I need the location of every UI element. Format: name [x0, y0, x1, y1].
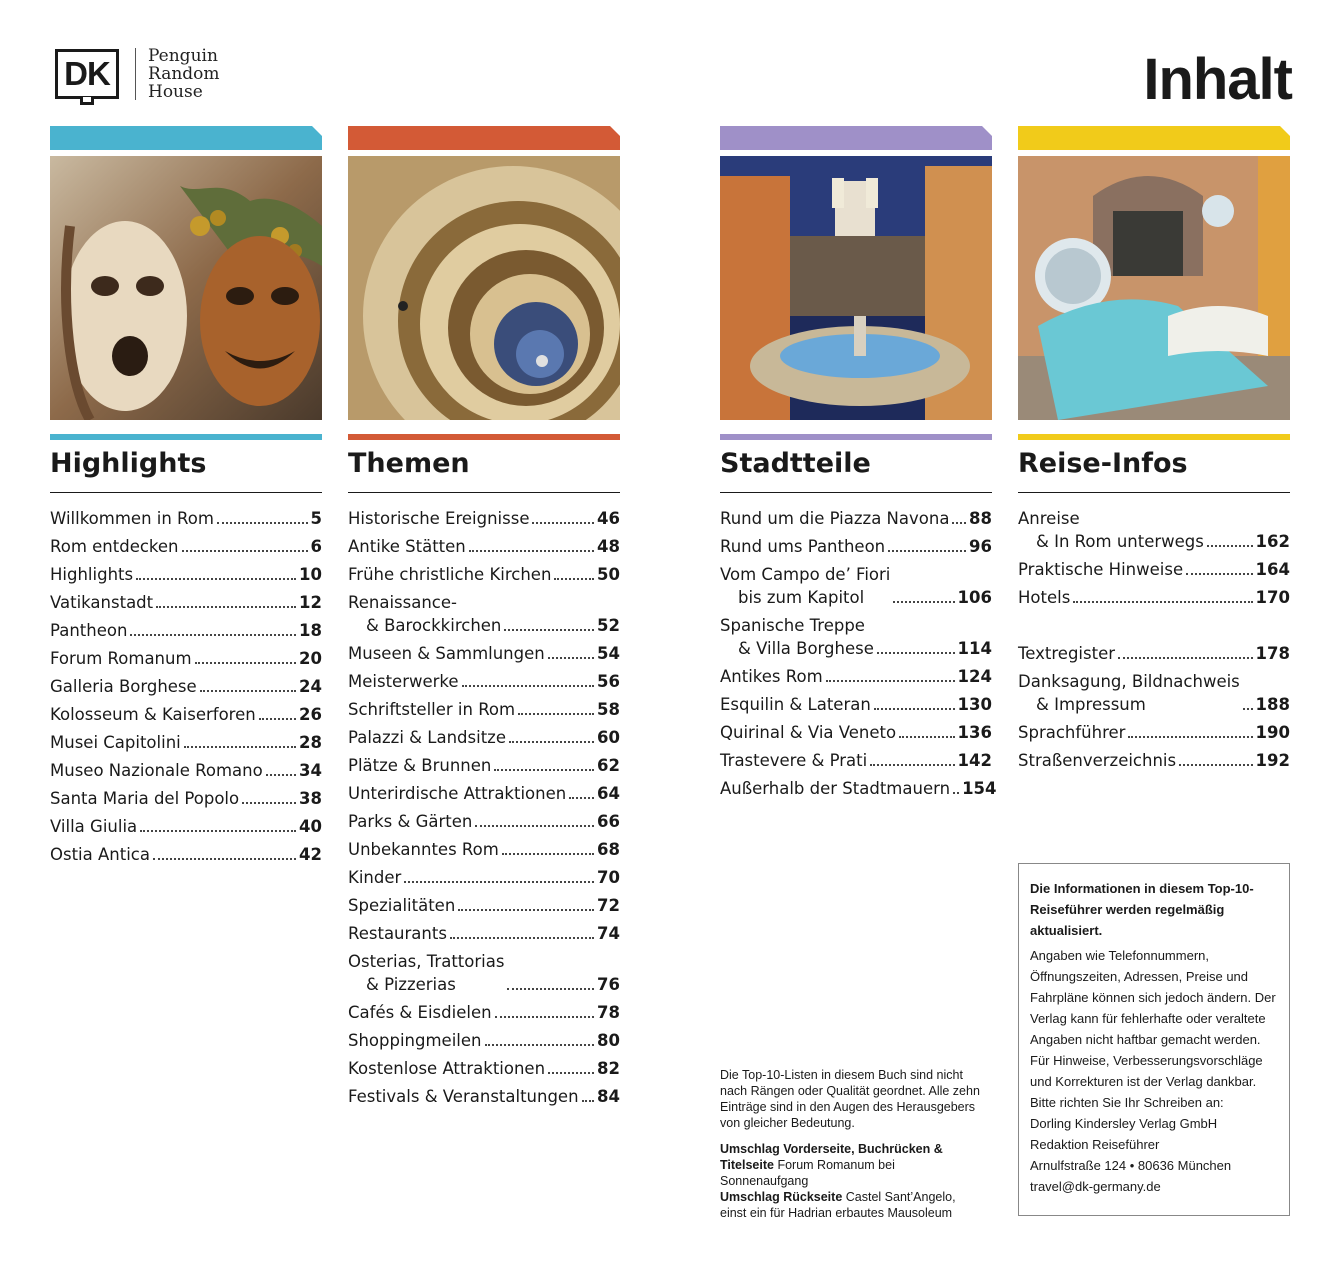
toc-entry-page: 178 — [1255, 644, 1290, 663]
dot-leader — [1179, 764, 1252, 766]
toc-entry-label: Restaurants — [348, 924, 447, 943]
dot-leader — [504, 629, 594, 631]
toc-entry[interactable] — [348, 950, 620, 996]
dot-leader — [874, 708, 955, 710]
dot-leader — [582, 1100, 594, 1102]
toc-entry-label: Sprachführer — [1018, 723, 1126, 742]
dot-leader — [548, 657, 594, 659]
cover-front-label: Umschlag Vorderseite, Buchrücken & Titelseite — [720, 1142, 943, 1172]
toc-entry[interactable] — [348, 698, 620, 721]
toc-entry-label-continued: & Impressum — [1036, 695, 1146, 714]
dot-leader — [266, 774, 296, 776]
dot-leader — [1243, 708, 1253, 710]
toc-entry-label: Palazzi & Landsitze — [348, 728, 506, 747]
toc-entry[interactable] — [720, 535, 992, 558]
toc-entry-label: Quirinal & Via Veneto — [720, 723, 897, 742]
toc-entry-label: Unbekanntes Rom — [348, 840, 499, 859]
toc-entry[interactable] — [348, 894, 620, 917]
toc-entry-page: 66 — [597, 812, 620, 831]
toc-entry-page: 40 — [299, 817, 322, 836]
dot-leader — [458, 909, 594, 911]
toc-entry-label: Straßenverzeichnis — [1018, 751, 1177, 770]
section-title: Stadtteile — [720, 448, 871, 479]
toc-entry[interactable] — [348, 866, 620, 889]
toc-entry-label: Festivals & Veranstaltungen — [348, 1087, 579, 1106]
toc-entry[interactable] — [50, 591, 322, 614]
toc-list-highlights — [50, 507, 322, 866]
toc-entry-label: Osterias, Trattorias — [348, 952, 505, 971]
toc-entry-label: Parks & Gärten — [348, 812, 473, 831]
publisher-line-1: Penguin — [148, 46, 218, 66]
cover-front-text: Forum Romanum bei Sonnenaufgang — [720, 1158, 895, 1188]
section-stadtteile — [720, 126, 997, 805]
toc-entry-label: Hotels — [1018, 588, 1071, 607]
dot-leader — [569, 797, 594, 799]
toc-entry-page: 192 — [1255, 751, 1290, 770]
toc-entry-page: 170 — [1255, 588, 1290, 607]
toc-entry-label: Danksagung, Bildnachweis — [1018, 672, 1240, 691]
toc-entry[interactable] — [50, 731, 322, 754]
toc-entry-label: Vom Campo de’ Fiori — [720, 565, 891, 584]
toc-entry-label: Trastevere & Prati — [720, 751, 868, 770]
toc-entry[interactable] — [1018, 586, 1290, 609]
toc-entry[interactable] — [348, 1085, 620, 1108]
toc-entry-page: 164 — [1255, 560, 1290, 579]
section-bar — [348, 434, 620, 440]
dot-leader — [518, 713, 594, 715]
toc-entry[interactable] — [50, 647, 322, 670]
toc-entry-page: 64 — [597, 784, 620, 803]
toc-entry[interactable] — [348, 922, 620, 945]
dot-leader — [495, 1016, 594, 1018]
dot-leader — [450, 937, 594, 939]
toc-entry-page: 136 — [957, 723, 992, 742]
dot-leader — [469, 550, 594, 552]
cover-front-credit — [720, 1141, 980, 1189]
toc-entry-label-continued: & Pizzerias — [366, 975, 456, 994]
toc-entry-page: 88 — [969, 509, 992, 528]
toc-entry-label: Schriftsteller in Rom — [348, 700, 516, 719]
dot-leader — [242, 802, 296, 804]
section-rule — [50, 492, 322, 493]
toc-entry-label: Unterirdische Attraktionen — [348, 784, 567, 803]
toc-entry-page: 80 — [597, 1031, 620, 1050]
dot-leader — [195, 662, 296, 664]
dot-leader — [485, 1044, 595, 1046]
toc-entry-page: 142 — [957, 751, 992, 770]
dot-leader — [184, 746, 296, 748]
section-bar — [1018, 434, 1290, 440]
toc-entry-label: Forum Romanum — [50, 649, 192, 668]
toc-entry[interactable] — [1018, 642, 1290, 665]
toc-entry-label: Kinder — [348, 868, 402, 887]
toc-entry-label: Cafés & Eisdielen — [348, 1003, 492, 1022]
spanish-steps-image — [720, 156, 992, 420]
dot-leader — [200, 690, 296, 692]
toc-entry[interactable] — [720, 563, 992, 609]
toc-entry-page: 58 — [597, 700, 620, 719]
dot-leader — [475, 825, 594, 827]
toc-entry[interactable] — [720, 777, 997, 800]
dot-leader — [554, 578, 594, 580]
section-bar — [50, 434, 322, 440]
toc-list-reise-infos — [1018, 507, 1290, 609]
toc-entry-label-continued: & In Rom unterwegs — [1036, 532, 1204, 551]
toc-entry-label: Rund um die Piazza Navona — [720, 509, 950, 528]
toc-entry-page: 82 — [597, 1059, 620, 1078]
toc-entry-label: Galleria Borghese — [50, 677, 197, 696]
toc-entry[interactable] — [50, 619, 322, 642]
toc-entry-page: 154 — [962, 779, 997, 798]
toc-entry-page: 54 — [597, 644, 620, 663]
dot-leader — [217, 522, 308, 524]
section-rule — [1018, 492, 1290, 493]
toc-entry-label: Spanische Treppe — [720, 616, 865, 635]
toc-entry-label: Highlights — [50, 565, 134, 584]
dot-leader — [548, 1072, 594, 1074]
toc-entry-page: 124 — [957, 667, 992, 686]
toc-entry-label: Antike Stätten — [348, 537, 466, 556]
toc-entry-page: 70 — [597, 868, 620, 887]
toc-entry-label: Ostia Antica — [50, 845, 150, 864]
address-line: Dorling Kindersley Verlag GmbH — [1030, 1116, 1218, 1131]
dot-leader — [502, 853, 594, 855]
toc-entry-label: Textregister — [1018, 644, 1116, 663]
dot-leader — [182, 550, 308, 552]
section-rule — [348, 492, 620, 493]
address-line: Arnulfstraße 124 • 80636 München — [1030, 1158, 1232, 1173]
toc-entry[interactable] — [348, 838, 620, 861]
toc-entry-label: Historische Ereignisse — [348, 509, 530, 528]
toc-entry-page: 130 — [957, 695, 992, 714]
contact-email: travel@dk-germany.de — [1030, 1179, 1161, 1194]
toc-entry-label: Rom entdecken — [50, 537, 179, 556]
toc-entry[interactable] — [720, 721, 992, 744]
dot-leader — [1073, 601, 1252, 603]
toc-entry-page: 42 — [299, 845, 322, 864]
toc-entry[interactable] — [50, 815, 322, 838]
dot-leader — [953, 792, 959, 794]
toc-entry[interactable] — [50, 675, 322, 698]
toc-entry-page: 114 — [957, 639, 992, 658]
section-tab — [720, 126, 992, 150]
toc-entry-page: 18 — [299, 621, 322, 640]
toc-entry-label: Rund ums Pantheon — [720, 537, 886, 556]
dot-leader — [870, 764, 954, 766]
toc-entry-label: Musei Capitolini — [50, 733, 181, 752]
toc-entry-page: 60 — [597, 728, 620, 747]
toc-entry-page: 72 — [597, 896, 620, 915]
toc-entry-label: Santa Maria del Popolo — [50, 789, 240, 808]
toc-entry-page: 68 — [597, 840, 620, 859]
toc-list-reise-infos-2 — [1018, 642, 1290, 772]
section-tab — [348, 126, 620, 150]
toc-entry[interactable] — [1018, 507, 1290, 553]
toc-entry-page: 10 — [299, 565, 322, 584]
dot-leader — [1186, 573, 1252, 575]
section-bar — [720, 434, 992, 440]
toc-entry[interactable] — [348, 726, 620, 749]
toc-entry-label: Spezialitäten — [348, 896, 456, 915]
toc-entry[interactable] — [348, 642, 620, 665]
dot-leader — [509, 741, 594, 743]
section-highlights — [50, 126, 322, 871]
toc-entry-label: Anreise — [1018, 509, 1080, 528]
toc-entry-page: 74 — [597, 924, 620, 943]
mosaic-masks-image — [50, 156, 322, 420]
toc-entry-label-continued: & Villa Borghese — [738, 639, 874, 658]
toc-entry-label: Pantheon — [50, 621, 128, 640]
info-box-body: Angaben wie Telefonnummern, Öffnungszeiten, Adressen, Preise und Fahrpläne können sich jedoch ändern. Der Verlag kann für fehlerhafte oder veraltete Angaben nicht haftbar gemacht werden. Für Hinweise, Verbesserungsvorschläge und Korrekturen ist der Verlag dankbar. Bitte richten Sie Ihr Schreiben an: — [1030, 948, 1276, 1110]
toc-entry-label: Museo Nazionale Romano — [50, 761, 263, 780]
dot-leader — [826, 680, 955, 682]
update-info-box — [1018, 863, 1290, 1216]
toc-entry-page: 46 — [597, 509, 620, 528]
toc-entry[interactable] — [348, 591, 620, 637]
section-themen — [348, 126, 620, 1113]
toc-entry[interactable] — [50, 507, 322, 530]
dot-leader — [140, 830, 296, 832]
dot-leader — [462, 685, 595, 687]
toc-entry[interactable] — [348, 1029, 620, 1052]
toc-entry[interactable] — [348, 754, 620, 777]
toc-entry-page: 96 — [969, 537, 992, 556]
dot-leader — [259, 718, 296, 720]
publisher-line-3: House — [148, 82, 203, 102]
toc-entry[interactable] — [348, 670, 620, 693]
toc-entry-page: 12 — [299, 593, 322, 612]
toc-entry-label: Shoppingmeilen — [348, 1031, 482, 1050]
toc-entry[interactable] — [348, 810, 620, 833]
toc-entry[interactable] — [348, 1057, 620, 1080]
section-title: Highlights — [50, 448, 207, 479]
dot-leader — [1207, 545, 1253, 547]
dk-logo-mark — [55, 49, 119, 99]
toc-entry-page: 50 — [597, 565, 620, 584]
toc-entry-page: 78 — [597, 1003, 620, 1022]
dot-leader — [1118, 657, 1253, 659]
toc-entry[interactable] — [720, 665, 992, 688]
toc-entry-page: 84 — [597, 1087, 620, 1106]
page-title: Inhalt — [1143, 47, 1292, 112]
toc-list-themen — [348, 507, 620, 1108]
toc-entry[interactable] — [348, 1001, 620, 1024]
cover-back-credit — [720, 1189, 980, 1221]
section-tab — [50, 126, 322, 150]
dot-leader — [893, 601, 954, 603]
toc-entry[interactable] — [1018, 558, 1290, 581]
toc-entry[interactable] — [50, 843, 322, 866]
dot-leader — [507, 988, 594, 990]
toc-entry-page: 24 — [299, 677, 322, 696]
address-line: Redaktion Reiseführer — [1030, 1137, 1160, 1152]
toc-entry-page: 56 — [597, 672, 620, 691]
section-title: Reise-Infos — [1018, 448, 1188, 479]
toc-entry-page: 162 — [1255, 532, 1290, 551]
toc-entry[interactable] — [50, 787, 322, 810]
toc-entry[interactable] — [50, 535, 322, 558]
toc-entry[interactable] — [348, 535, 620, 558]
section-rule — [720, 492, 992, 493]
toc-entry-label-continued: & Barockkirchen — [366, 616, 502, 635]
toc-entry-page: 38 — [299, 789, 322, 808]
toc-entry[interactable] — [720, 749, 992, 772]
section-reise-infos — [1018, 126, 1290, 777]
scooter-street-image — [1018, 156, 1290, 420]
dot-leader — [952, 522, 966, 524]
logo-divider — [135, 48, 136, 100]
dot-leader — [404, 881, 594, 883]
spiral-staircase-image — [348, 156, 620, 420]
toc-entry-page: 5 — [310, 509, 322, 528]
toc-entry[interactable] — [348, 507, 620, 530]
toc-entry-label: Außerhalb der Stadtmauern — [720, 779, 951, 798]
toc-entry-label: Villa Giulia — [50, 817, 138, 836]
toc-list-stadtteile — [720, 507, 997, 800]
dk-logo-letters: DK — [64, 55, 110, 92]
cover-back-label: Umschlag Rückseite — [720, 1190, 843, 1204]
toc-entry-label: Esquilin & Lateran — [720, 695, 871, 714]
toc-entry-label: Plätze & Brunnen — [348, 756, 492, 775]
toc-entry-page: 26 — [299, 705, 322, 724]
toc-entry-label: Museen & Sammlungen — [348, 644, 545, 663]
dot-leader — [888, 550, 966, 552]
dot-leader — [1128, 736, 1252, 738]
toc-entry-page: 190 — [1255, 723, 1290, 742]
toc-entry[interactable] — [720, 693, 992, 716]
ranking-note-text: Die Top-10-Listen in diesem Buch sind nicht nach Rängen oder Qualität geordnet. Alle zehn Einträge sind in den Augen des Herausgebers von gleicher Bedeutung. — [720, 1068, 980, 1130]
toc-entry[interactable] — [1018, 749, 1290, 772]
toc-entry-label-continued: bis zum Kapitol — [738, 588, 865, 607]
toc-entry-label: Renaissance- — [348, 593, 457, 612]
toc-entry-page: 48 — [597, 537, 620, 556]
publisher-name — [148, 47, 220, 101]
toc-entry-label: Kolosseum & Kaiserforen — [50, 705, 256, 724]
toc-entry[interactable] — [348, 782, 620, 805]
toc-entry-label: Frühe christliche Kirchen — [348, 565, 552, 584]
toc-entry[interactable] — [50, 759, 322, 782]
dot-leader — [532, 522, 594, 524]
toc-entry[interactable] — [1018, 721, 1290, 744]
publisher-logo — [55, 47, 220, 101]
toc-entry-page: 52 — [597, 616, 620, 635]
toc-entry-label: Vatikanstadt — [50, 593, 154, 612]
publisher-line-2: Random — [148, 64, 220, 84]
toc-entry-page: 6 — [310, 537, 322, 556]
toc-entry-label: Praktische Hinweise — [1018, 560, 1184, 579]
ranking-note — [720, 1067, 980, 1221]
toc-entry-label: Willkommen in Rom — [50, 509, 214, 528]
dot-leader — [130, 634, 296, 636]
dot-leader — [899, 736, 954, 738]
toc-entry-page: 106 — [957, 588, 992, 607]
dot-leader — [494, 769, 594, 771]
cover-back-text: Castel Sant’Angelo, einst ein für Hadrian erbautes Mausoleum — [720, 1190, 956, 1220]
toc-entry[interactable] — [50, 563, 322, 586]
toc-entry-label: Antikes Rom — [720, 667, 823, 686]
dot-leader — [153, 858, 296, 860]
toc-entry-page: 34 — [299, 761, 322, 780]
toc-entry-page: 188 — [1255, 695, 1290, 714]
info-box-heading: Die Informationen in diesem Top-10-Reiseführer werden regelmäßig aktualisiert. — [1030, 881, 1254, 938]
toc-entry-page: 62 — [597, 756, 620, 775]
toc-entry[interactable] — [1018, 670, 1290, 716]
toc-entry-page: 76 — [597, 975, 620, 994]
dot-leader — [156, 606, 296, 608]
toc-entry-label: Kostenlose Attraktionen — [348, 1059, 546, 1078]
toc-entry-page: 28 — [299, 733, 322, 752]
toc-entry[interactable] — [50, 703, 322, 726]
toc-entry-page: 20 — [299, 649, 322, 668]
section-tab — [1018, 126, 1290, 150]
toc-entry[interactable] — [720, 507, 992, 530]
dot-leader — [136, 578, 296, 580]
toc-entry-label: Meisterwerke — [348, 672, 459, 691]
toc-entry[interactable] — [720, 614, 992, 660]
toc-entry[interactable] — [348, 563, 620, 586]
dot-leader — [877, 652, 955, 654]
section-title: Themen — [348, 448, 470, 479]
